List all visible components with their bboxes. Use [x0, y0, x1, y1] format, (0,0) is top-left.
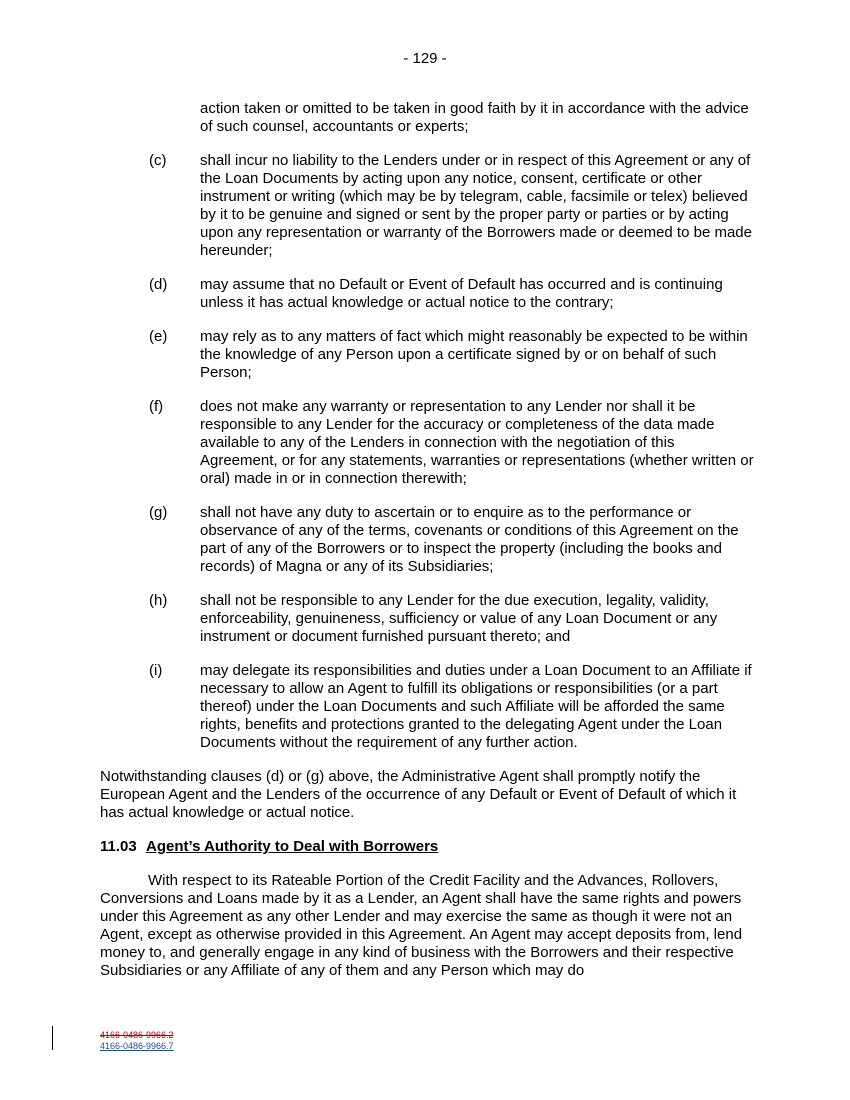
new-document-id: 4166-0486-9966.7 — [100, 1041, 174, 1051]
clause-d — [100, 276, 755, 312]
clause-f — [100, 398, 755, 488]
clause-i — [100, 662, 755, 752]
section-heading — [100, 838, 755, 856]
change-bar — [52, 1026, 53, 1050]
document-body — [100, 100, 755, 980]
clause-label: (d) — [149, 276, 168, 293]
section-body: With respect to its Rateable Portion of the Credit Facility and the Advances, Rollovers, Conversions and Loans made by it as a Lender, an Agent shall have the same rights and powers under this Agreement as any other Lender and may exercise the same as though it were not an Agent, except as otherwise provided in this Agreement. An Agent may accept deposits from, lend money to, and generally engage in any kind of business with the Borrowers and their respective Subsidiaries or any Affiliate of any of them and any Person which may do — [100, 872, 743, 979]
clause-text: may assume that no Default or Event of Default has occurred and is continuing unless it has actual knowledge or actual notice to the contrary; — [200, 276, 723, 311]
continuation-text: action taken or omitted to be taken in good faith by it in accordance with the advice of such counsel, accountants or experts; — [200, 100, 749, 135]
clause-text: shall incur no liability to the Lenders under or in respect of this Agreement or any of the Loan Documents by acting upon any notice, consent, certificate or other instrument or writing (which may be by telegram, cable, facsimile or telex) believed by it to be genuine and signed or sent by the proper party or parties or by acting upon any representation or warranty of the Borrowers made or deemed to be made hereunder; — [200, 152, 752, 259]
clause-label: (f) — [149, 398, 164, 415]
clause-c — [100, 152, 755, 260]
clause-text: shall not have any duty to ascertain or to enquire as to the performance or observance of any of the terms, covenants or conditions of this Agreement on the part of any of the Borrowers or to inspect the property (including the books and records) of Magna or any of its Subsidiaries; — [200, 504, 739, 575]
document-id-footer — [100, 1030, 174, 1052]
page-number: - 129 - — [403, 50, 447, 67]
clause-e — [100, 328, 755, 382]
clause-h — [100, 592, 755, 646]
clause-label: (i) — [149, 662, 163, 679]
clause-g — [100, 504, 755, 576]
section-title: Agent’s Authority to Deal with Borrowers — [146, 838, 439, 855]
notwithstanding-paragraph: Notwithstanding clauses (d) or (g) above, the Administrative Agent shall promptly notify the European Agent and the Lenders of the occurrence of any Default or Event of Default of which it has actual knowledge or actual notice. — [100, 768, 737, 821]
old-document-id: 4166-0486-9966.2 — [100, 1030, 174, 1040]
clause-label: (h) — [149, 592, 168, 609]
clause-label: (e) — [149, 328, 168, 345]
clause-text: shall not be responsible to any Lender for the due execution, legality, validity, enforceability, genuineness, sufficiency or value of any Loan Document or any instrument or document furnished pursuant thereto; and — [200, 592, 718, 645]
clause-text: may rely as to any matters of fact which might reasonably be expected to be within the knowledge of any Person upon a certificate signed by or on behalf of such Person; — [200, 328, 748, 381]
clause-label: (g) — [149, 504, 168, 521]
section-number: 11.03 — [100, 838, 137, 855]
clause-label: (c) — [149, 152, 167, 169]
clause-text: may delegate its responsibilities and duties under a Loan Document to an Affiliate if necessary to allow an Agent to fulfill its obligations or responsibilities (or a part thereof) under the Loan Documents and such Affiliate will be afforded the same rights, benefits and protections granted to the delegating Agent under the Loan Documents without the requirement of any further action. — [200, 662, 752, 751]
clause-text: does not make any warranty or representation to any Lender nor shall it be responsible to any Lender for the accuracy or completeness of the data made available to any of the Lenders in connection with the negotiation of this Agreement, or for any statements, warranties or representations (whether written or oral) made in or in connection therewith; — [200, 398, 754, 487]
